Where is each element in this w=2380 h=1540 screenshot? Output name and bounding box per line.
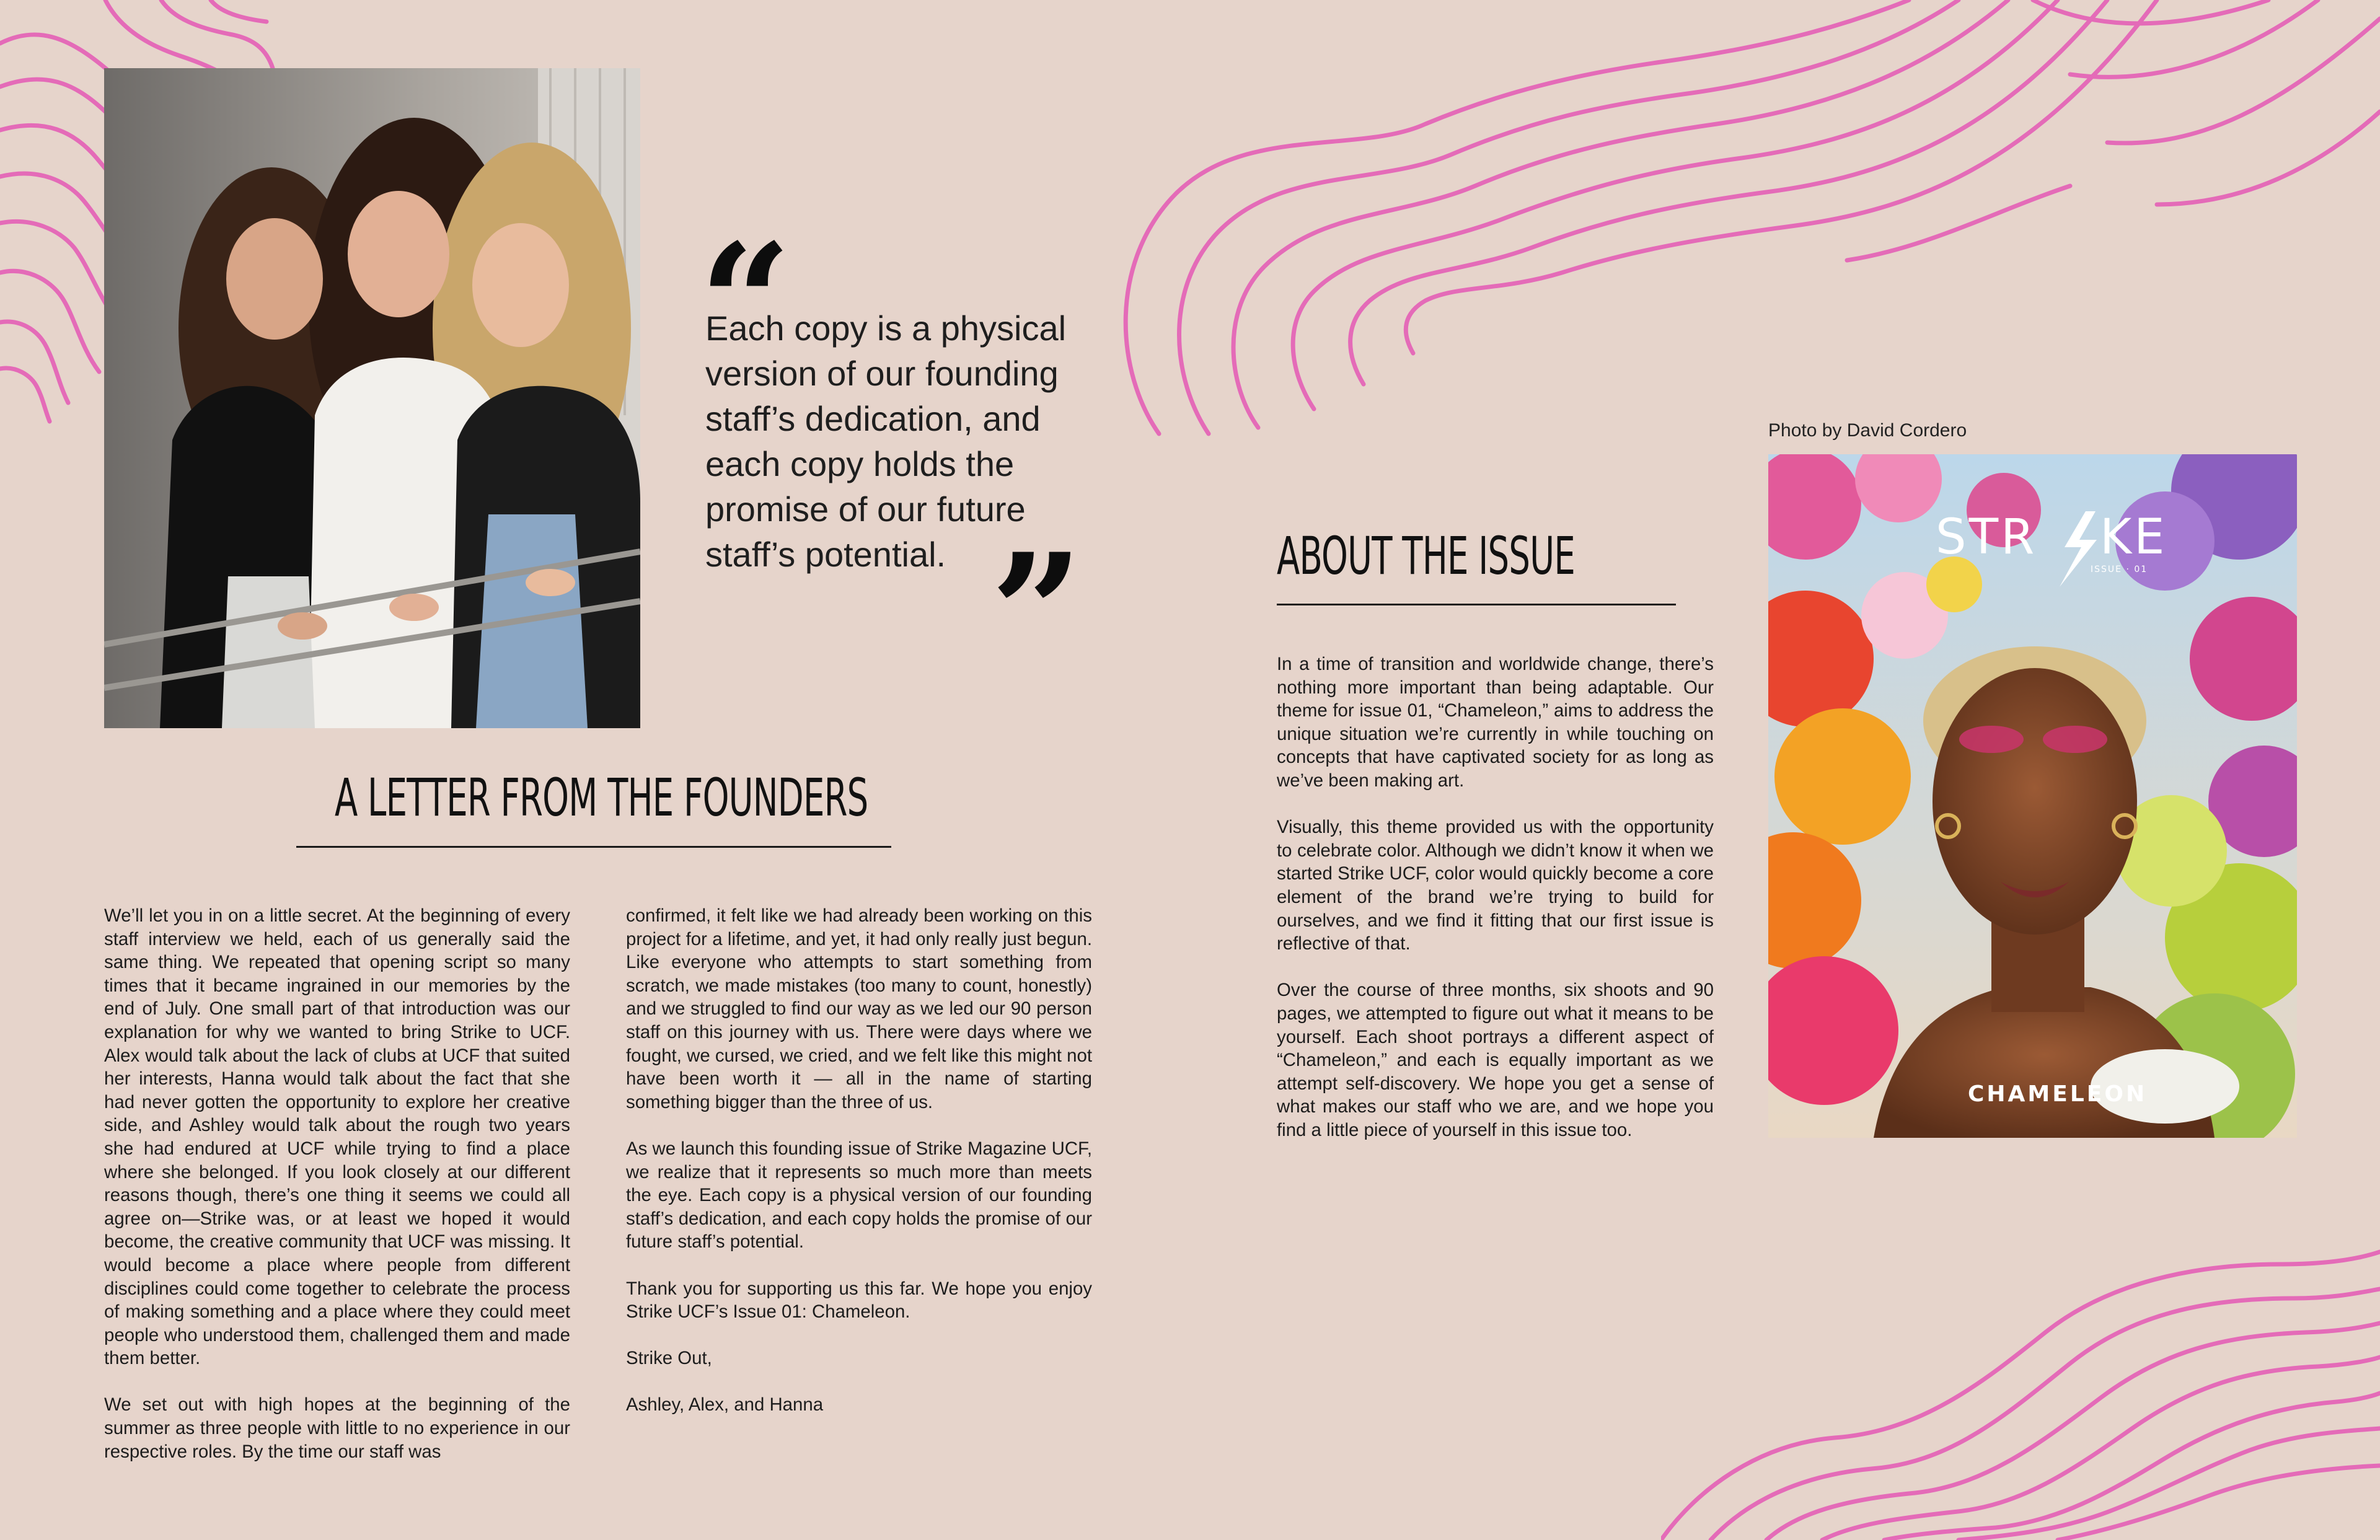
- bottom-right-contour-lines: [1661, 1239, 2380, 1540]
- letter-signatures: Ashley, Alex, and Hanna: [626, 1394, 824, 1415]
- letter-paragraph: As we launch this founding issue of Strike Magazine UCF, we realize that it represents so much more than meets the eye. Each copy is a physical version of our founding staff’s dedication, and each copy holds the promise of our future staff’s potential.: [626, 1138, 1092, 1252]
- about-title: ABOUT THE ISSUE: [1277, 526, 1575, 586]
- about-paragraph: In a time of transition and worldwide change, there’s nothing more important than being adaptable. Our theme for issue 01, “Chameleon,” aims to address the unique situation we’re currently in while touching on concepts that have captivated society for as long as we’ve been making art.: [1277, 654, 1714, 791]
- photo-credit: Photo by David Cordero: [1768, 420, 1967, 441]
- top-right-contour-lines: [1103, 0, 2380, 459]
- pull-quote-line: version of our founding: [705, 354, 1059, 393]
- about-title-rule: [1277, 604, 1676, 605]
- letter-column-2: [626, 904, 1092, 1417]
- letter-signoff: Strike Out,: [626, 1348, 712, 1369]
- about-paragraph: Visually, this theme provided us with the opportunity to celebrate color. Although we didn’t know it when we started Strike UCF, color would quickly become a core element of the brand we’re trying to build for ourselves, and we find it fitting that our first issue is reflective of that.: [1277, 817, 1714, 954]
- about-paragraph: Over the course of three months, six shoots and 90 pages, we attempted to figure out what it means to be yourself. Each shoot portrays a different aspect of “Chameleon,” and each is equally important as we attempt self-discovery. We hope you get a sense of what makes our staff who we are, and we hope you find a little piece of yourself in this issue too.: [1277, 980, 1714, 1140]
- cover-logo-right: KE: [2100, 509, 2167, 565]
- close-quote-mark: ”: [990, 519, 1083, 708]
- letter-paragraph: confirmed, it felt like we had already been working on this project for a lifetime, and yet, it had only really just begun. Like everyone who attempts to start something from scratch, we made mistakes (too many to count, honestly) and we struggled to find our way as we led our 90 person staff on this journey with us. There were days where we fought, we cursed, we cried, and we felt like this might not have been worth it — all in the name of starting something bigger than the three of us.: [626, 905, 1092, 1112]
- letter-paragraph: We set out with high hopes at the beginning of the summer as three people with little to no experience in our respective roles. By the time our staff was: [104, 1394, 570, 1462]
- letter-title: A LETTER FROM THE FOUNDERS: [335, 767, 868, 828]
- cover-illustration: [1768, 454, 2297, 1138]
- pull-quote-line: promise of our future: [705, 490, 1026, 529]
- pull-quote-line: staff’s dedication, and: [705, 399, 1041, 438]
- pull-quote-line: Each copy is a physical: [705, 309, 1067, 348]
- letter-title-rule: [296, 846, 891, 848]
- pull-quote-line: staff’s potential.: [705, 535, 946, 574]
- founders-photo-illustration: [104, 68, 640, 728]
- letter-column-1: [104, 904, 570, 1463]
- letter-paragraph: Thank you for supporting us this far. We hope you enjoy Strike UCF’s Issue 01: Chameleon.: [626, 1278, 1092, 1322]
- founders-photo: [104, 68, 640, 728]
- open-quote-mark: “: [699, 209, 792, 398]
- cover-image: [1768, 454, 2297, 1138]
- cover-bottom-label: CHAMELEON: [1968, 1081, 2148, 1107]
- cover-logo-left: STR: [1936, 509, 2037, 565]
- cover-issue-label: ISSUE · 01: [2091, 565, 2148, 574]
- letter-paragraph: We’ll let you in on a little secret. At the beginning of every staff interview we held, each of us generally said the same thing. We repeated that opening script so many times that it became ingrained in our memories by the end of July. One small part of that introduction was our explanation for why we wanted to bring Strike to UCF. Alex would talk about the lack of clubs at UCF that suited her interests, Hanna would talk about the fact that she had never gotten the opportunity to explore her creative side, and Ashley would talk about the rough two years she had endured at UCF while trying to find a place where she belonged. If you look closely at our different reasons though, there’s one thing it seems we could all agree on—Strike was, or at least we hoped it would become, the creative community that UCF was missing. It would become a place where people from different disciplines could come together to celebrate the process of making something and a place where they could meet people who understood them, challenged them and made them better.: [104, 905, 570, 1369]
- pull-quote-line: each copy holds the: [705, 444, 1015, 483]
- about-body: [1277, 653, 1714, 1142]
